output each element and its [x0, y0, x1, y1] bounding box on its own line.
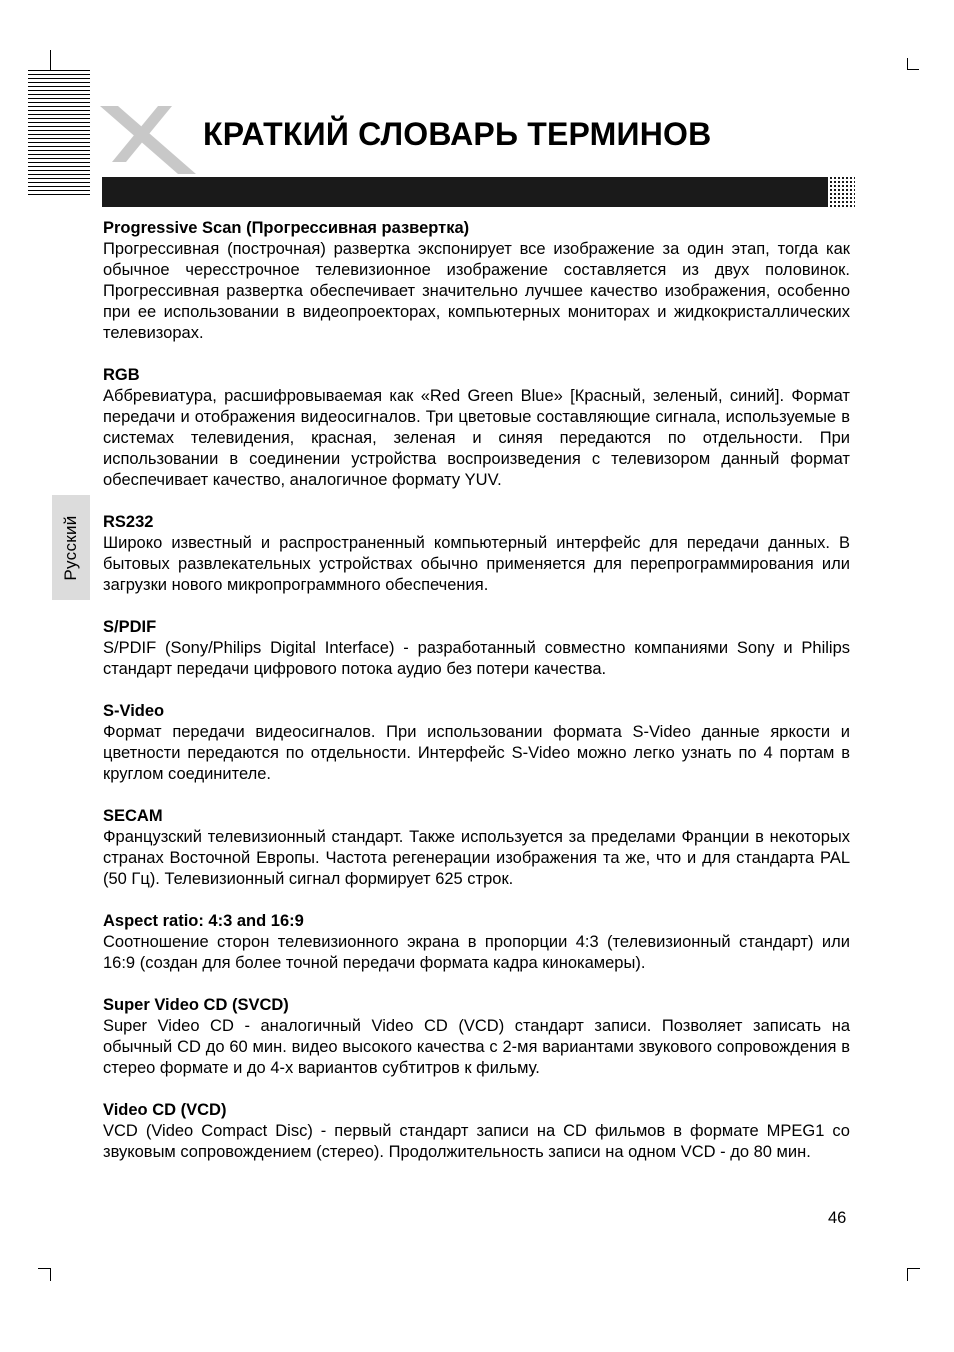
- header-bar: [102, 177, 855, 207]
- glossary-definition: Формат передачи видеосигналов. При использовании формата S-Video данные яркости и цветности передаются по отдельности. Интерфейс S-Video можно легко узнать по 4 портам в круглом соединителе.: [103, 723, 850, 783]
- glossary-definition: Аббревиатура, расшифровываемая как «Red Green Blue» [Красный, зеленый, синий]. Формат передачи и отображения видеосигналов. Три цветовые составляющие сигнала, используемые в системах телевидения, красная, зеленая и синяя передаются по отдельности. При использовании в соединении устройства воспроизведения с телевизором данный формат обеспечивает качество, аналогичное формату YUV.: [103, 387, 850, 489]
- glossary-term: RGB: [103, 366, 140, 384]
- glossary-list: [103, 218, 850, 1184]
- glossary-term: Super Video CD (SVCD): [103, 996, 289, 1014]
- page-number: 46: [828, 1209, 847, 1227]
- glossary-definition: VCD (Video Compact Disc) - первый стандарт записи на CD фильмов в формате MPEG1 со звуковым сопровождением (стерео). Продолжительность записи на одном VCD - до 80 мин.: [103, 1122, 850, 1161]
- glossary-term: Progressive Scan (Прогрессивная развертка): [103, 219, 470, 237]
- crop-mark-top-right: [907, 69, 919, 70]
- glossary-entry: [103, 218, 850, 344]
- glossary-definition: S/PDIF (Sony/Philips Digital Interface) - разработанный совместно компаниями Sony и Philips стандарт передачи цифрового потока аудио без потери качества.: [103, 639, 850, 678]
- glossary-term: RS232: [103, 513, 154, 531]
- glossary-entry: [103, 617, 850, 680]
- x-brand-logo-icon: [96, 100, 200, 180]
- glossary-entry: [103, 995, 850, 1079]
- glossary-entry: [103, 911, 850, 974]
- crop-mark-top-left: [50, 50, 51, 72]
- glossary-definition: Super Video CD - аналогичный Video CD (VCD) стандарт записи. Позволяет записать на обычный CD до 60 мин. видео высокого качества с 2-мя вариантами звукового сопровождения в стерео формате и до 4-х вариантов субтитров к фильму.: [103, 1017, 850, 1077]
- glossary-term: Video CD (VCD): [103, 1101, 227, 1119]
- glossary-entry: [103, 701, 850, 785]
- glossary-entry: [103, 1100, 850, 1163]
- crop-mark-bottom-left: [50, 1268, 51, 1281]
- glossary-definition: Прогрессивная (построчная) развертка экспонирует все изображение за один этап, тогда как обычное чересстрочное телевизионное изображение составляется из двух половинок. Прогрессивная развертка обеспечивает значительно лучшее качество изображения, особенно при ее использовании в видеопроекторах, компьютерных мониторах и жидкокристаллических телевизорах.: [103, 240, 850, 342]
- page-title: КРАТКИЙ СЛОВАРЬ ТЕРМИНОВ: [203, 116, 712, 152]
- glossary-entry: [103, 512, 850, 596]
- glossary-definition: Французский телевизионный стандарт. Также используется за пределами Франции в некоторых странах Восточной Европы. Частота регенерации изображения та же, что и для стандарта PAL (50 Гц). Телевизионный сигнал формирует 625 строк.: [103, 828, 850, 888]
- glossary-term: S-Video: [103, 702, 165, 720]
- glossary-entry: [103, 365, 850, 491]
- language-label: Русский: [61, 514, 80, 581]
- glossary-entry: [103, 806, 850, 890]
- decorative-stripes: [28, 70, 90, 198]
- glossary-term: SECAM: [103, 807, 163, 825]
- crop-mark-bottom-right: [907, 1268, 908, 1281]
- glossary-definition: Широко известный и распространенный компьютерный интерфейс для передачи данных. В бытовых развлекательных устройствах обычно применяется для перепрограммирования или загрузки нового микропрограммного обеспечения.: [103, 534, 850, 594]
- glossary-definition: Соотношение сторон телевизионного экрана в пропорции 4:3 (телевизионный стандарт) или 16:9 (создан для более точной передачи формата кадра кинокамеры).: [103, 933, 850, 972]
- glossary-term: S/PDIF: [103, 618, 157, 636]
- glossary-term: Aspect ratio: 4:3 and 16:9: [103, 912, 304, 930]
- language-side-tab: [52, 495, 90, 600]
- crop-mark-bottom-right: [907, 1268, 920, 1269]
